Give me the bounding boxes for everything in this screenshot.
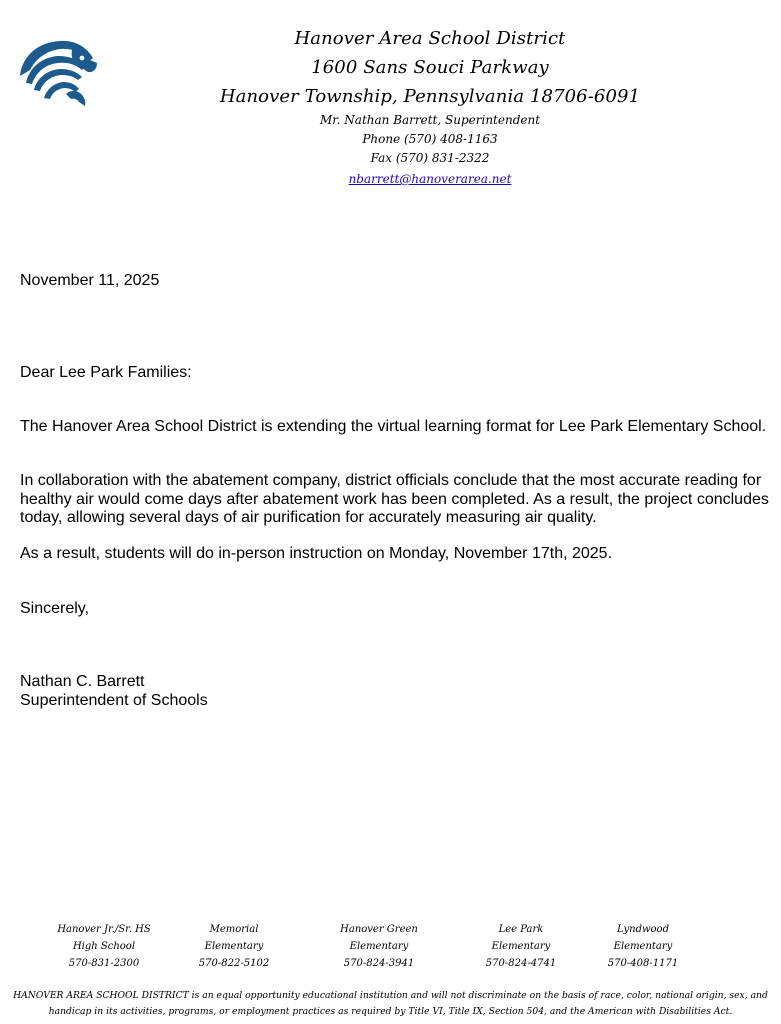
paragraph-2: In collaboration with the abatement company, district officials conclude that the most accurate reading for healthy air would come days after abatement work has been completed. As a result, the project concludes today, allowing several days of air purification for accurately measuring air quality.	[20, 472, 769, 526]
address-line-1: 1600 Sans Souci Parkway	[311, 57, 549, 78]
school-name: Memorial	[209, 924, 259, 935]
school-type: Elementary	[491, 941, 551, 952]
school-type: Elementary	[349, 941, 409, 952]
address-line-2: Hanover Township, Pennsylvania 18706-6091	[219, 86, 641, 107]
school-item	[169, 921, 299, 972]
school-phone: 570-822-5102	[198, 958, 270, 969]
school-phone: 570-824-3941	[343, 958, 415, 969]
school-name: Hanover Jr./Sr. HS	[57, 924, 151, 935]
school-phone: 570-824-4741	[485, 958, 557, 969]
school-phone: 570-831-2300	[68, 958, 140, 969]
school-name: Hanover Green	[340, 924, 418, 935]
eagle-logo-icon	[16, 36, 98, 108]
district-name: Hanover Area School District	[294, 28, 566, 49]
fax-line: Fax (570) 831-2322	[370, 151, 490, 165]
signature-block	[20, 673, 770, 710]
district-name-caps: HANOVER AREA SCHOOL DISTRICT	[13, 990, 189, 1001]
school-name: Lee Park	[498, 924, 544, 935]
school-item	[314, 921, 444, 972]
school-type: Elementary	[204, 941, 264, 952]
closing: Sincerely,	[20, 600, 90, 617]
nondiscrimination-statement	[10, 988, 771, 1020]
nondiscrimination-text: is an equal opportunity educational institution and will not discriminate on the basis of race, color, national origin, sex, and handicap in its activities, programs, or employment practices as required by Title VI, Title IX, Section 504, and the American with Disabilities Act.	[48, 990, 768, 1017]
signer-title: Superintendent of Schools	[20, 691, 208, 709]
school-type: Elementary	[613, 941, 673, 952]
school-item	[39, 921, 169, 972]
letterhead	[190, 24, 670, 189]
school-type: High School	[72, 941, 136, 952]
school-phone: 570-408-1171	[607, 958, 679, 969]
school-item	[456, 921, 586, 972]
salutation: Dear Lee Park Families:	[20, 364, 192, 381]
signer-name: Nathan C. Barrett	[20, 673, 145, 690]
letter-date: November 11, 2025	[20, 272, 160, 289]
footer-school-list	[0, 921, 781, 977]
email-link[interactable]: nbarrett@hanoverarea.net	[348, 172, 512, 186]
paragraph-1: The Hanover Area School District is extending the virtual learning format for Lee Park Elementary School.	[20, 418, 767, 435]
paragraph-3: As a result, students will do in-person instruction on Monday, November 17th, 2025.	[20, 545, 613, 562]
phone-line: Phone (570) 408-1163	[362, 132, 498, 146]
school-name: Lyndwood	[617, 924, 669, 935]
superintendent-line: Mr. Nathan Barrett, Superintendent	[319, 113, 541, 127]
school-item	[578, 921, 708, 972]
